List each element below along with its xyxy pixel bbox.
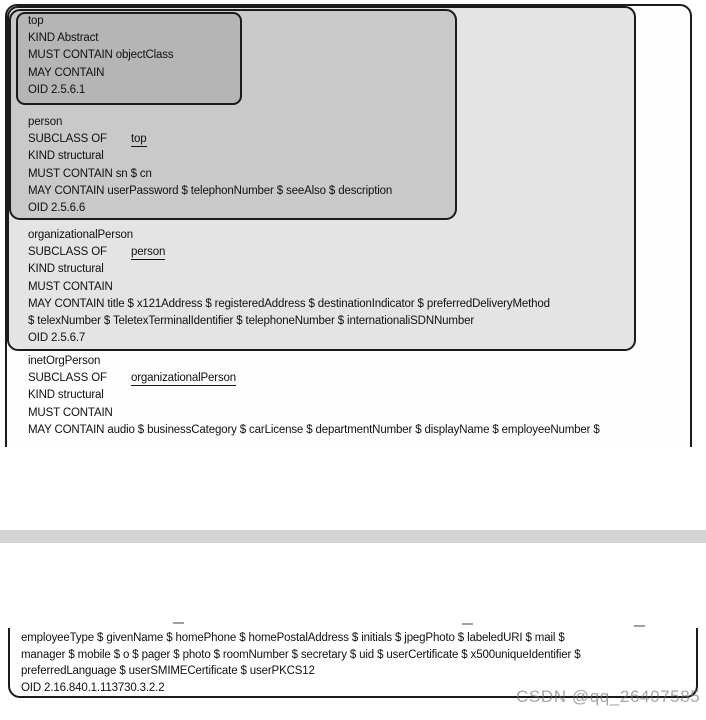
attribute-line: manager $ mobile $ o $ pager $ photo $ roomNumber $ secretary $ uid $ userCertificate $ x500uniqueIdentifier $ — [21, 648, 581, 661]
subclass-line — [28, 370, 600, 387]
kind-line: KIND structural — [28, 389, 104, 402]
subclass-label: SUBCLASS OF — [28, 246, 107, 259]
cut-mark — [634, 625, 645, 627]
subclass-value-link: person — [131, 246, 166, 259]
may-contain-line-2: $ telexNumber $ TeletexTerminalIdentifier $ telephoneNumber $ internationaliSDNNumber — [28, 314, 474, 327]
cut-mark — [173, 622, 184, 624]
watermark: CSDN @qq_26407585 — [516, 687, 701, 706]
cut-mark — [462, 623, 473, 625]
may-contain-line: MAY CONTAIN userPassword $ telephonNumber $ seeAlso $ description — [28, 184, 393, 197]
oid-line: OID 2.5.6.6 — [28, 201, 86, 214]
separator-band — [0, 530, 706, 543]
class-name: top — [28, 15, 44, 27]
subclass-value-link: organizationalPerson — [131, 372, 237, 385]
organizationalperson-box-text — [28, 227, 550, 347]
subclass-label: SUBCLASS OF — [28, 372, 107, 385]
may-contain-line: MAY CONTAIN — [28, 66, 105, 79]
kind-line: KIND Abstract — [28, 32, 99, 45]
kind-line: KIND structural — [28, 150, 104, 163]
person-box-text — [28, 114, 392, 217]
must-contain-line: MUST CONTAIN sn $ cn — [28, 167, 152, 180]
top-box-text — [28, 13, 174, 99]
must-contain-line: MUST CONTAIN — [28, 280, 113, 293]
oid-line: OID 2.5.6.7 — [28, 332, 86, 345]
subclass-line — [28, 131, 392, 148]
must-contain-line: MUST CONTAIN — [28, 406, 113, 419]
class-name: organizationalPerson — [28, 229, 134, 241]
may-contain-line: MAY CONTAIN audio $ businessCategory $ carLicense $ departmentNumber $ displayName $ employeeNumber $ — [28, 423, 600, 436]
attribute-line: employeeType $ givenName $ homePhone $ homePostalAddress $ initials $ jpegPhoto $ labeledURI $ mail $ — [21, 632, 565, 644]
kind-line: KIND structural — [28, 263, 104, 276]
must-contain-line: MUST CONTAIN objectClass — [28, 49, 174, 62]
subclass-value-link: top — [131, 133, 147, 146]
continuation-text — [21, 630, 580, 696]
oid-line: OID 2.16.840.1.113730.3.2.2 — [21, 681, 165, 694]
attribute-line: preferredLanguage $ userSMIMECertificate $ userPKCS12 — [21, 665, 315, 678]
inetorgperson-box-text — [28, 353, 600, 439]
may-contain-line-1: MAY CONTAIN title $ x121Address $ registeredAddress $ destinationIndicator $ preferredDeliveryMethod — [28, 297, 550, 310]
class-name: person — [28, 116, 63, 128]
oid-line: OID 2.5.6.1 — [28, 83, 86, 96]
subclass-label: SUBCLASS OF — [28, 133, 107, 146]
class-name: inetOrgPerson — [28, 355, 101, 367]
subclass-line — [28, 244, 550, 261]
